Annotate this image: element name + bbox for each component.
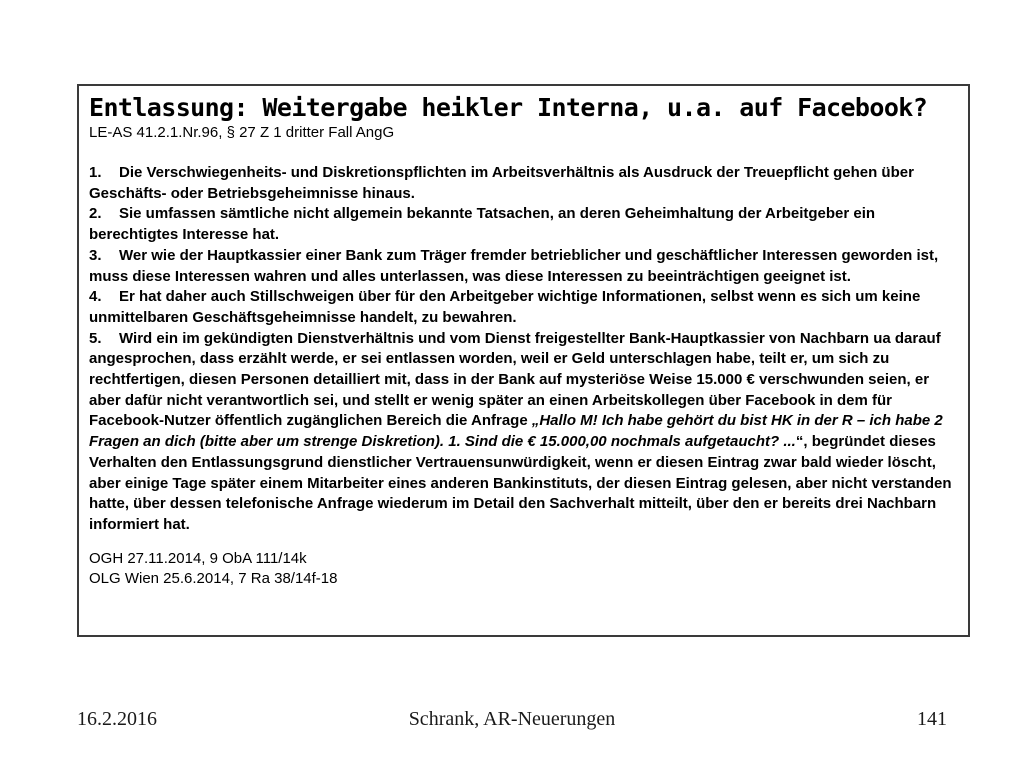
slide-title: Entlassung: Weitergabe heikler Interna, u.a. auf Facebook? xyxy=(89,93,928,122)
footer-author: Schrank, AR-Neuerungen xyxy=(408,708,616,730)
point-number: 1. xyxy=(89,164,102,181)
facebook-quote: „Hallo M! Ich habe gehört du bist HK in der R – ich habe 2 Fragen an dich (bitte aber um strenge Diskretion). 1. Sind die € 15.000,00 nochmals aufgetaucht? ... xyxy=(89,412,943,451)
source-ogh: OGH 27.11.2014, 9 ObA 111/14k xyxy=(89,549,307,567)
point-number: 3. xyxy=(89,246,102,264)
point-number: 2. xyxy=(89,205,102,223)
point-5 xyxy=(89,329,960,536)
point-text: Die Verschwiegenheits- und Diskretionspflichten im Arbeitsverhältnis als Ausdruck der Treuepflicht gehen über Geschäfts- oder Betriebsgeheimnisse hinaus. xyxy=(89,164,914,202)
point-2 xyxy=(89,204,960,245)
source-olg: OLG Wien 25.6.2014, 7 Ra 38/14f-18 xyxy=(89,569,338,587)
point-number: 5. xyxy=(89,329,102,347)
point-text: Sie umfassen sämtliche nicht allgemein bekannte Tatsachen, an deren Geheimhaltung der Arbeitgeber ein berechtigtes Interesse hat. xyxy=(89,205,876,244)
point-number: 4. xyxy=(89,288,102,306)
page-number: 141 xyxy=(917,708,947,730)
point-text: Wer wie der Hauptkassier einer Bank zum Träger fremder betrieblicher und geschäftlicher Interessen geworden ist, muss diese Interessen wahren und alles unterlassen, was diese Interessen zu beeinträchtigen geeignet ist. xyxy=(89,246,939,285)
content-box xyxy=(77,84,970,637)
point-text: Er hat daher auch Stillschweigen über für den Arbeitgeber wichtige Informationen, selbst wenn es sich um keine unmittelbaren Geschäftsgeheimnisse handelt, zu bewahren. xyxy=(89,288,921,326)
footer-date: 16.2.2016 xyxy=(77,708,157,730)
point-3 xyxy=(89,246,960,287)
point-text: Wird ein im gekündigten Dienstverhältnis und vom Dienst freigestellter Bank-Hauptkassier von Nachbarn ua darauf angesprochen, dass erzählt werde, er sei entlassen worden, weil er Geld unterschlagen habe, teilt er, um sich zu rechtfertigen, diesen Personen detailliert mit, dass in der Bank auf mysteriöse Weise 15.000 € verschwunden seien, er aber dafür nicht verantwortlich sei, und stellt er wenig später an einen Arbeitskollegen über Facebook in dem für Facebook-Nutzer öffentlich zugänglichen Bereich die Anfrage xyxy=(89,329,941,430)
point-text-continued: “, begründet dieses Verhalten den Entlassungsgrund dienstlicher Vertrauensunwürdigkeit, wenn er diesen Eintrag zwar bald wieder löscht, aber einige Tage später einem Mitarbeiter eines anderen Bankinstituts, der diesen Eintrag gelesen, aber nicht verstanden hatte, über dessen telefonische Anfrage wiederum im Detail den Sachverhalt mitteilt, über den er bereits drei Nachbarn informiert hat. xyxy=(89,433,952,533)
legal-reference: LE-AS 41.2.1.Nr.96, § 27 Z 1 dritter Fall AngG xyxy=(89,124,395,141)
point-1 xyxy=(89,163,960,204)
point-4 xyxy=(89,287,960,328)
numbered-points xyxy=(89,163,968,536)
